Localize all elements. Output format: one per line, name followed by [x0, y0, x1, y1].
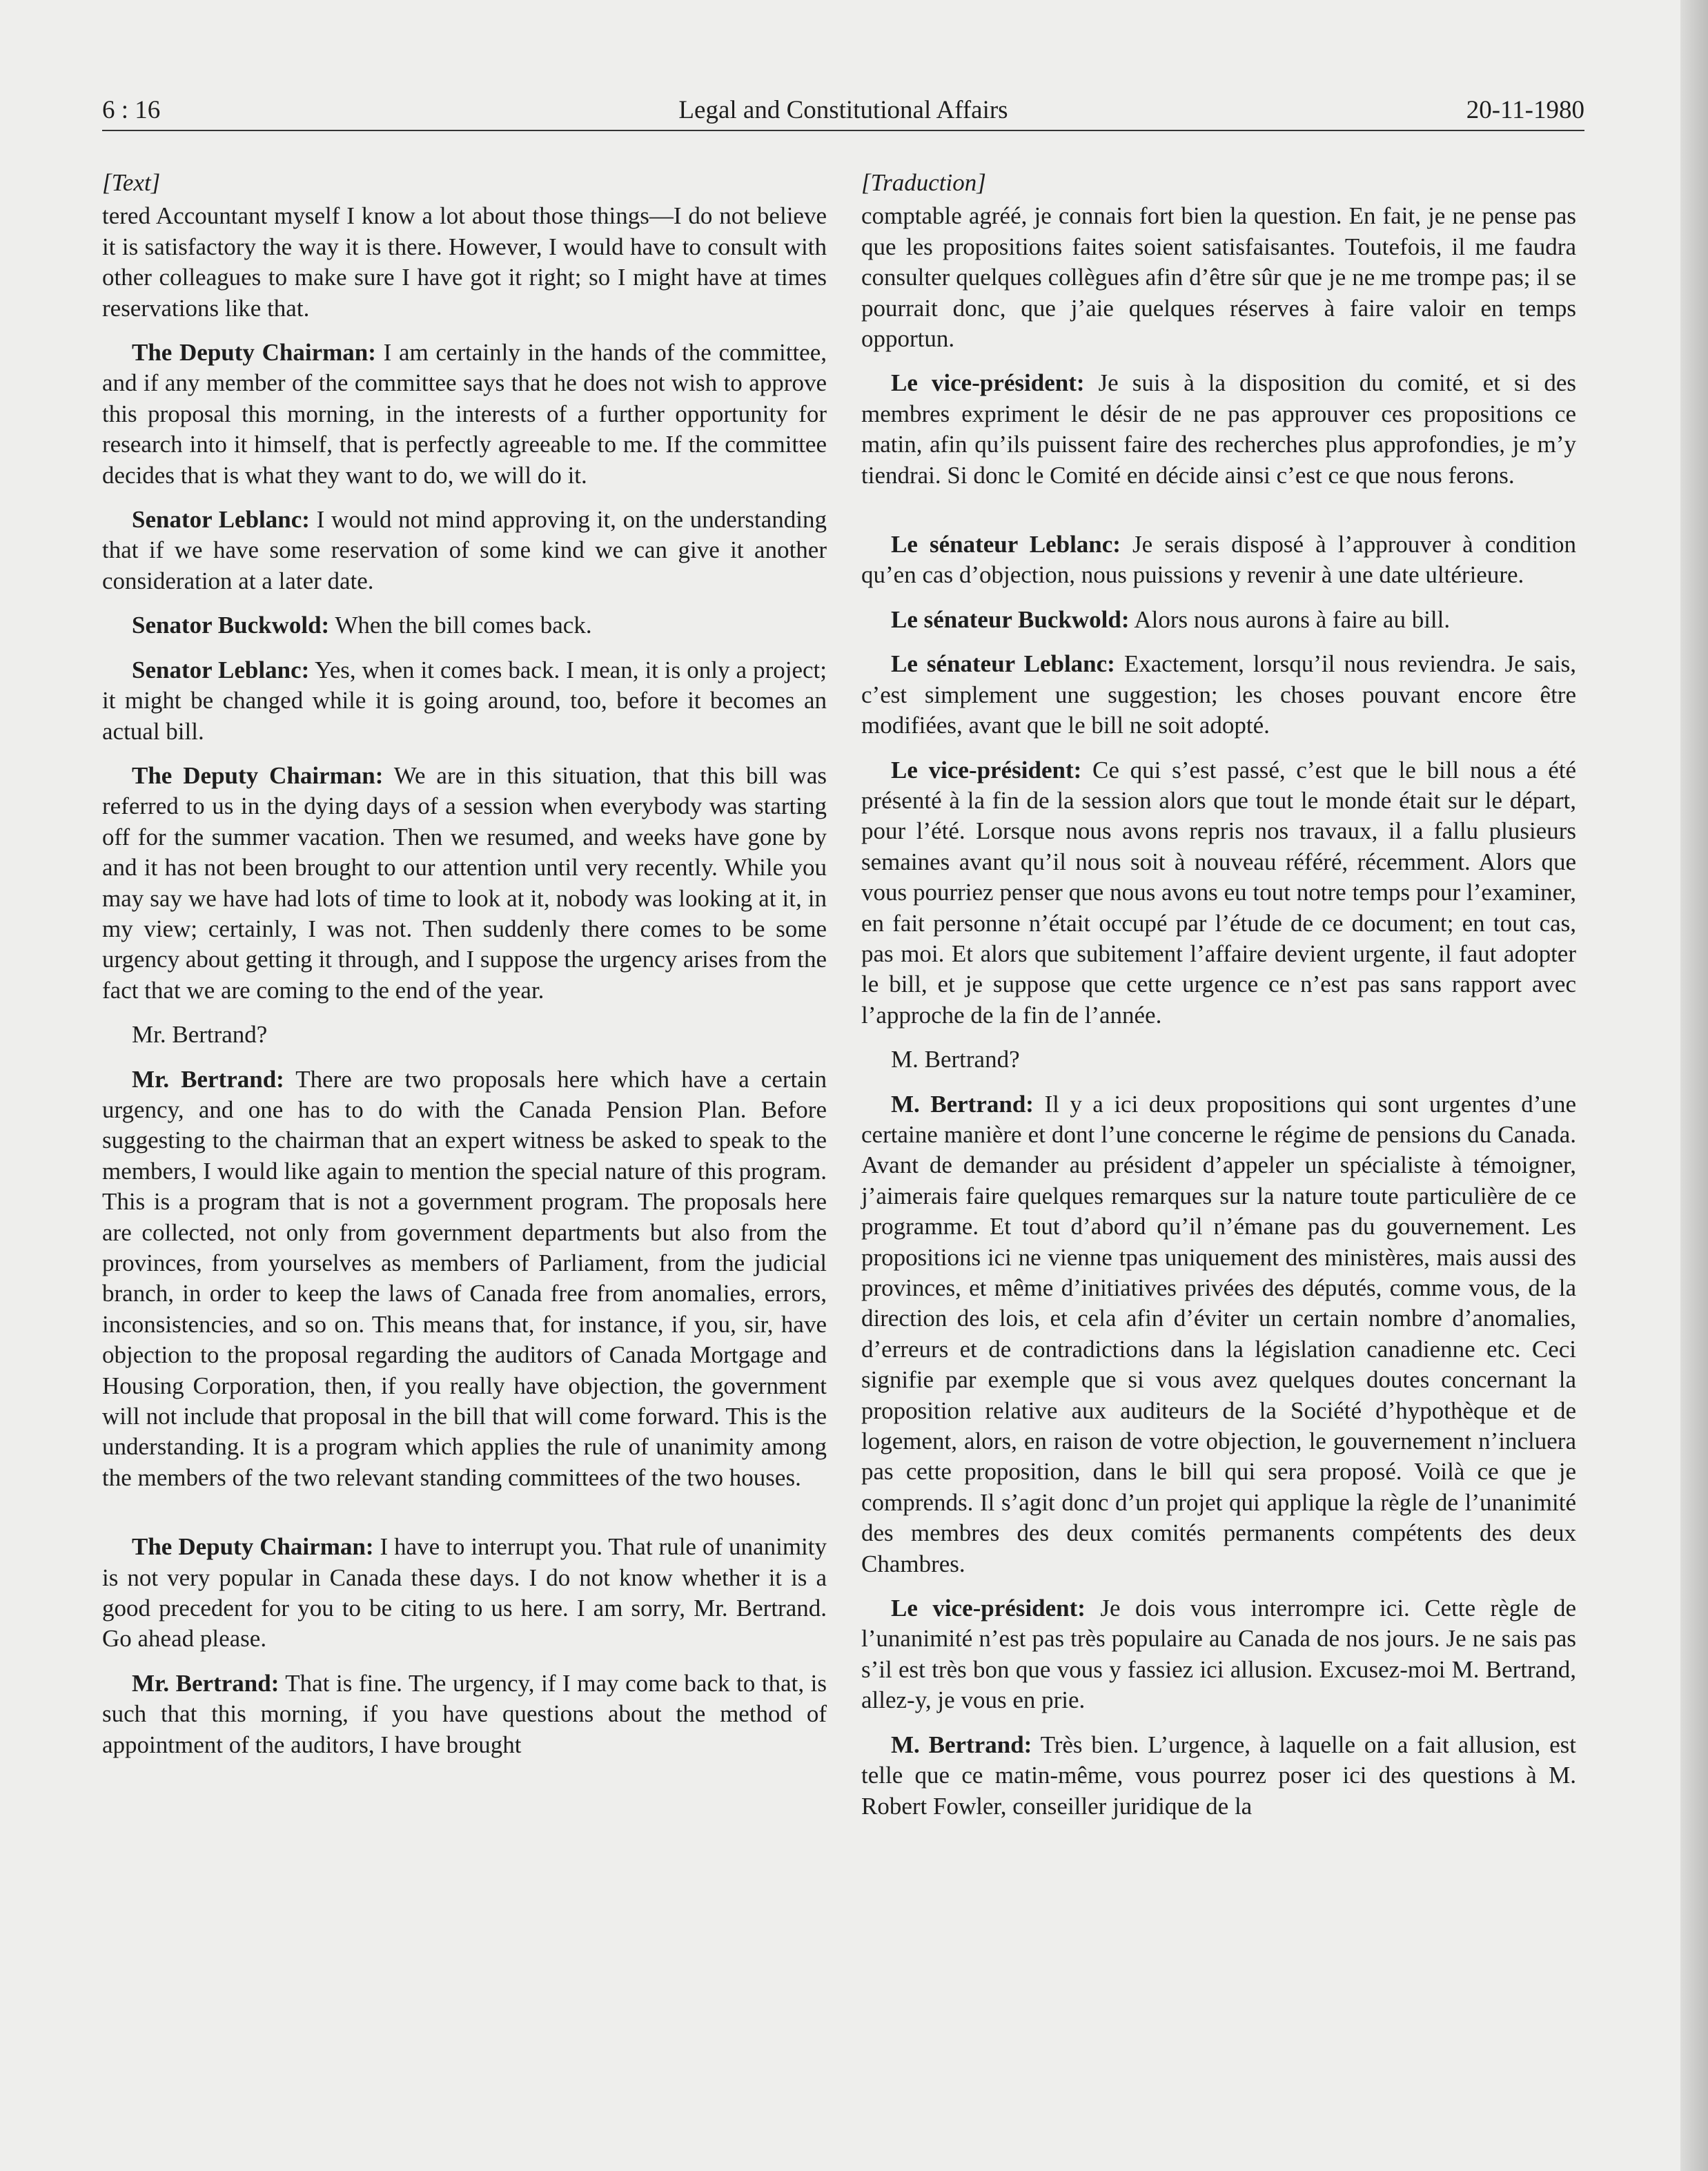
paragraph-text: Exactement, lorsqu’il nous reviendra. Je sais, c’est simplement une suggestion; les choses pouvant encore être modifiées, avant que le bill ne soit adopté. — [861, 650, 1576, 739]
speaker-name: Le sénateur Buckwold: — [891, 605, 1130, 633]
paragraph — [861, 529, 1576, 591]
header-date: 20-11-1980 — [1466, 96, 1584, 124]
translation-marker: [Traduction] — [861, 169, 986, 196]
speaker-name: The Deputy Chairman: — [132, 339, 376, 367]
speaker-name: Senator Leblanc: — [132, 656, 310, 683]
paragraph — [102, 1020, 827, 1050]
paragraph — [861, 368, 1576, 491]
paragraph — [861, 1730, 1576, 1822]
speaker-name: Senator Buckwold: — [132, 612, 330, 639]
speaker-name: M. Bertrand: — [891, 1731, 1032, 1758]
paragraph-text: Yes, when it comes back. I mean, it is only a project; it might be changed while it is going around, too, before it becomes an actual bill. — [102, 656, 827, 745]
paragraph — [861, 755, 1576, 1031]
paragraph — [102, 505, 827, 596]
speaker-name: Le sénateur Leblanc: — [891, 650, 1115, 678]
page-edge-shadow — [1680, 0, 1708, 2171]
paragraph-text: I would not mind approving it, on the understanding that if we have some reservation of some kind we can give it another consideration at a later date. — [102, 506, 827, 594]
paragraph-text: We are in this situation, that this bill was referred to us in the dying days of a session when everybody was starting off for the summer vacation. Then we resumed, and weeks have gone by and it has not been brought to our attention until very recently. While you may say we have had lots of time to look at it, nobody was looking at it, in my view; certainly, I was not. Then suddenly there comes to be some urgency about getting it through, and I suppose the urgency arises from the fact that we are coming to the end of the year. — [102, 761, 827, 1004]
paragraph — [861, 1593, 1576, 1716]
paragraph-text: M. Bertrand? — [891, 1046, 1020, 1073]
paragraph — [102, 761, 827, 1006]
paragraph-text: Mr. Bertrand? — [132, 1021, 268, 1049]
paragraph-text: That is fine. The urgency, if I may come back to that, is such that this morning, if you have questions about the method of appointment of the auditors, I have brought — [102, 1669, 827, 1758]
paragraph-text: comptable agréé, je connais fort bien la question. En fait, je ne pense pas que les propositions faites soient satisfaisantes. Toutefois, il me faudra consulter quelques collègues afin d’être sûr que je ne me trompe pas; il se pourrait donc, que j’aie quelques réserves à faire valoir en temps opportun. — [861, 202, 1576, 353]
speaker-name: Le vice-président: — [891, 1595, 1086, 1622]
paragraph-text: I have to interrupt you. That rule of unanimity is not very popular in Canada these days. I do not know whether it is a good precedent for you to be citing to us here. I am sorry, Mr. Bertrand. Go ahead please. — [102, 1533, 827, 1653]
speaker-name: The Deputy Chairman: — [132, 761, 384, 789]
paragraph — [861, 649, 1576, 741]
paragraph — [102, 338, 827, 491]
paragraph-text: Il y a ici deux propositions qui sont urgentes d’une certaine manière et dont l’une concerne le régime de pensions du Canada. Avant de demander au président d’appeler un spécialiste à témoigner, j’aimerais faire quelques remarques sur la nature toute particulière de ce programme. Et tout d’abord qu’il n’émane pas du gouvernement. Les propositions ici ne vienne tpas uniquement des ministères, mais aussi des provinces, et même d’initiatives privées des députés, comme vous, de la direction des lois, et cela afin d’éviter un certain nombre d’anomalies, d’erreurs et de contradictions dans la législation canadienne etc. Ceci signifie par exemple que si vous avez quelques doutes concernant la proposition relative aux auditeurs de la Société d’hypothèque et de logement, alors, en raison de votre objection, le gouvernement n’incluera pas cette proposition, dans le bill qui sera proposé. Voilà ce que je comprends. Il s’agit donc d’un projet qui applique la règle de l’unanimité des membres des deux comités permanents compétents des deux Chambres. — [861, 1090, 1576, 1577]
paragraph — [102, 1064, 827, 1494]
paragraph-text: Je dois vous interrompre ici. Cette règle de l’unanimité n’est pas très populaire au Canada de nos jours. Je ne sais pas s’il est très bon que vous y fassiez ici allusion. Excusez-moi M. Bertrand, allez-y, je vous en prie. — [861, 1595, 1576, 1714]
speaker-name: M. Bertrand: — [891, 1090, 1034, 1118]
english-column — [102, 168, 827, 1774]
speaker-name: The Deputy Chairman: — [132, 1533, 374, 1561]
paragraph — [102, 1668, 827, 1760]
paragraph — [102, 655, 827, 747]
paragraph — [861, 1044, 1576, 1075]
speaker-name: Senator Leblanc: — [132, 506, 310, 534]
speaker-name: Le vice-président: — [891, 369, 1085, 397]
paragraph — [102, 1532, 827, 1655]
paragraph — [861, 1089, 1576, 1580]
paragraph — [102, 610, 827, 641]
paragraph-text: Je serais disposé à l’approuver à condition qu’en cas d’objection, nous puissions y revenir à une date ultérieure. — [861, 531, 1576, 589]
speaker-name: Le vice-président: — [891, 756, 1082, 783]
running-title: Legal and Constitutional Affairs — [678, 96, 1008, 124]
speaker-name: Le sénateur Leblanc: — [891, 531, 1121, 558]
paragraph-text: tered Accountant myself I know a lot about those things—I do not believe it is satisfactory the way it is there. However, I would have to consult with other colleagues to make sure I have got it right; so I might have at times reservations like that. — [102, 202, 827, 322]
paragraph-text: Ce qui s’est passé, c’est que le bill nous a été présenté à la fin de la session alors que tout le monde était sur le départ, pour l’été. Lorsque nous avons repris nos travaux, il a fallu plusieurs semaines avant qu’il nous soit à nouveau référé, récemment. Alors que vous pourriez penser que nous avons eu tout notre temps pour l’examiner, en fait personne n’était occupé par l’étude de ce document; en tout cas, pas moi. Et alors que subitement l’affaire devient urgente, il faut adopter le bill, et je suppose que cette urgence ce n’est pas sans rapport avec l’approche de la fin de l’année. — [861, 756, 1577, 1029]
text-marker: [Text] — [102, 169, 161, 196]
page-header — [102, 88, 1584, 131]
french-column — [861, 168, 1576, 1836]
speaker-name: Mr. Bertrand: — [132, 1669, 279, 1697]
paragraph — [861, 605, 1576, 635]
paragraph-text: When the bill comes back. — [329, 612, 592, 639]
paragraph-text: There are two proposals here which have a certain urgency, and one has to do with the Canada Pension Plan. Before suggesting to the chairman that an expert witness be asked to speak to the members, I would like again to mention the special nature of this program. This is a program that is not a government program. The proposals here are collected, not only from government departments but also from the provinces, from yourselves as members of Parliament, from the judicial branch, in order to keep the laws of Canada free from anomalies, errors, inconsistencies, and so on. This means that, for instance, if you, sir, have objection to the proposal regarding the auditors of Canada Mortgage and Housing Corporation, then, if you really have objection, the government will not include that proposal in the bill that will come forward. This is the understanding. It is a program which applies the rule of unanimity among the members of the two relevant standing committees of the two houses. — [102, 1065, 827, 1491]
paragraph — [861, 201, 1576, 354]
paragraph-text: Je suis à la disposition du comité, et si des membres expriment le désir de ne pas approuver ces propositions ce matin, afin qu’ils puissent faire des recherches plus approfondies, je m’y tiendrai. Si donc le Comité en décide ainsi c’est ce que nous ferons. — [861, 369, 1577, 489]
page-number: 6 : 16 — [102, 96, 161, 124]
paragraph-text: I am certainly in the hands of the committee, and if any member of the committee says that he does not wish to approve this proposal this morning, in the interests of a further opportunity for research into it himself, that is perfectly agreeable to me. If the committee decides that is what they want to do, we will do it. — [102, 339, 827, 489]
speaker-name: Mr. Bertrand: — [132, 1065, 284, 1093]
paragraph-text: Alors nous aurons à faire au bill. — [1129, 605, 1451, 633]
paragraph-text: Très bien. L’urgence, à laquelle on a fait allusion, est telle que ce matin-même, vous pourrez poser ici des questions à M. Robert Fowler, conseiller juridique de la — [861, 1731, 1576, 1820]
paragraph — [102, 201, 827, 324]
